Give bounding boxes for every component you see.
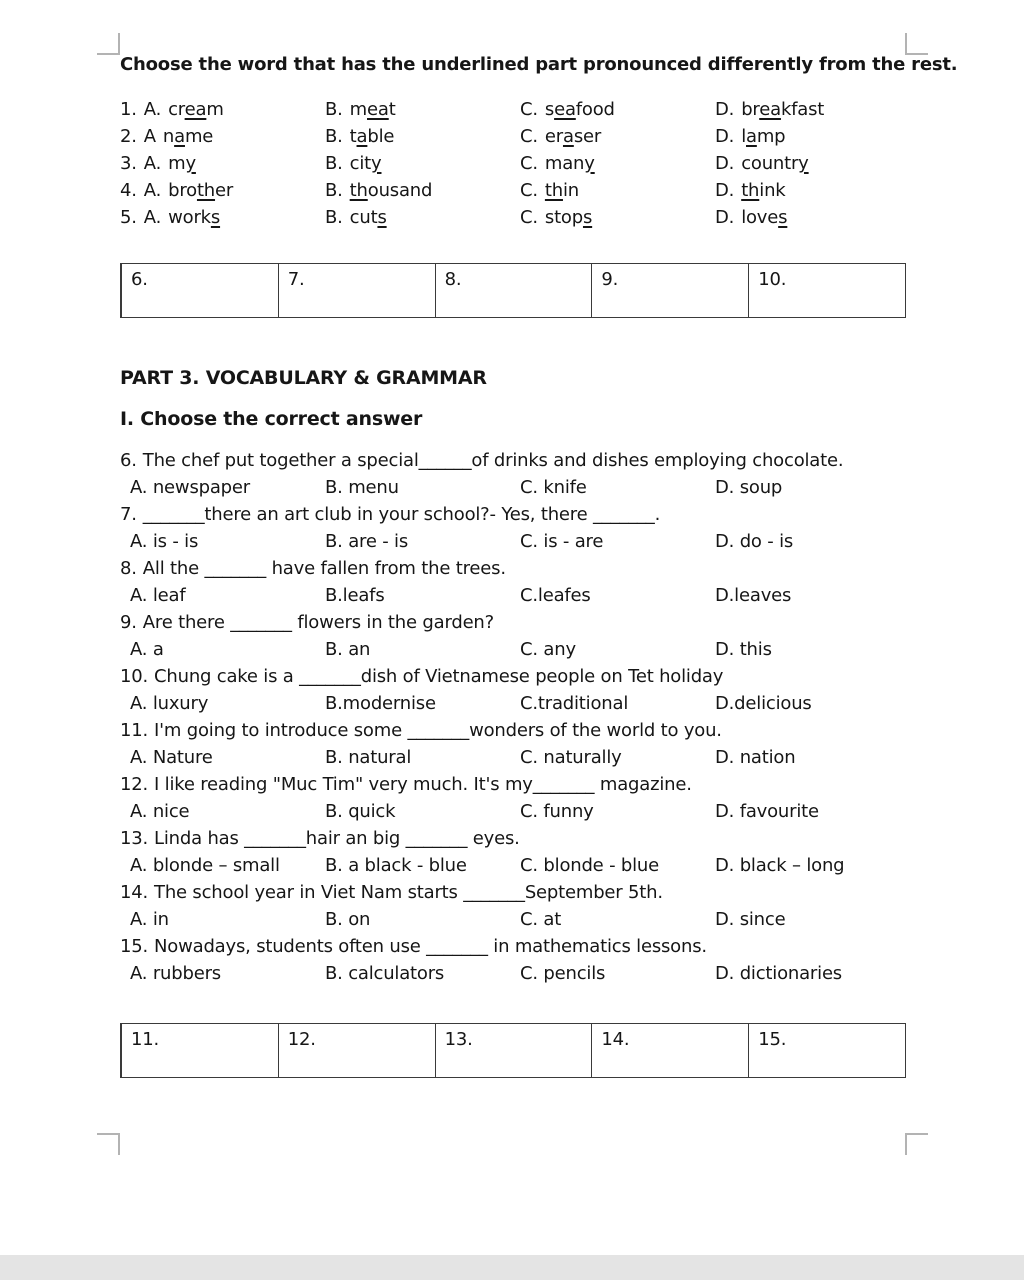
option-label: D.: [715, 126, 735, 147]
option-label: A.: [143, 153, 162, 174]
grammar-option-b: B. a black - blue: [325, 855, 467, 876]
grammar-question-number: 14.: [120, 882, 149, 903]
option-word: breakfast: [741, 99, 825, 120]
grammar-question-number: 9.: [120, 612, 137, 633]
grammar-question-text: Linda has _______hair an big _______ eyes.: [154, 828, 520, 849]
grammar-options-row: [130, 798, 906, 825]
pronunciation-questions: [120, 96, 906, 231]
grammar-options-row: [130, 906, 906, 933]
option-label: C.: [520, 99, 538, 120]
option-word: cuts: [349, 207, 387, 228]
grammar-question-number: 12.: [120, 774, 149, 795]
answer-cell[interactable]: [435, 264, 592, 317]
grammar-option-a: A. rubbers: [130, 963, 221, 984]
grammar-option-a: A. blonde – small: [130, 855, 280, 876]
crop-mark-bottom-right: [905, 1133, 928, 1155]
question-number: 1.: [120, 99, 137, 120]
grammar-question-line: [120, 771, 906, 798]
underlined-part: a: [746, 126, 757, 147]
pron-option-a: [120, 204, 325, 231]
grammar-question-text: Chung cake is a _______dish of Vietnamese people on Tet holiday: [154, 666, 724, 687]
option-label: B.: [325, 99, 343, 120]
grammar-option-a: A. a: [130, 639, 164, 660]
answer-cell-label: 8.: [444, 269, 462, 290]
underlined-part: y: [584, 153, 595, 174]
underlined-part: s: [377, 207, 387, 228]
grammar-option-d: D. do - is: [715, 531, 794, 552]
crop-mark-top-left: [97, 33, 120, 55]
grammar-option-b: B. calculators: [325, 963, 445, 984]
answer-cell[interactable]: [278, 264, 435, 317]
answer-cell[interactable]: [278, 1024, 435, 1077]
option-word: works: [168, 207, 221, 228]
grammar-options-row: [130, 690, 906, 717]
answer-cell-label: 14.: [601, 1029, 630, 1050]
pron-option-b: [325, 96, 520, 123]
answer-cell[interactable]: [591, 1024, 748, 1077]
underlined-part: a: [562, 126, 574, 147]
pronunciation-question-row: [120, 177, 906, 204]
grammar-question-text: I'm going to introduce some _______wonders of the world to you.: [154, 720, 722, 741]
underlined-part: th: [349, 180, 368, 201]
pronunciation-question-row: [120, 123, 906, 150]
grammar-question-line: [120, 447, 906, 474]
pron-option-b: [325, 150, 520, 177]
answers-table-6-10: [120, 263, 906, 318]
option-label: A.: [143, 207, 162, 228]
option-word: my: [168, 153, 196, 174]
grammar-option-c: C. any: [520, 639, 576, 660]
answer-cell[interactable]: [435, 1024, 592, 1077]
pron-option-a: [120, 123, 325, 150]
grammar-question-number: 6.: [120, 450, 137, 471]
option-label: D.: [715, 153, 735, 174]
grammar-option-b: B. an: [325, 639, 371, 660]
option-word: city: [349, 153, 382, 174]
grammar-option-d: D.leaves: [715, 585, 792, 606]
option-label: A.: [143, 99, 162, 120]
grammar-option-c: C. pencils: [520, 963, 606, 984]
option-label: D.: [715, 180, 735, 201]
option-label: B.: [325, 207, 343, 228]
pron-option-d: [715, 150, 906, 177]
underlined-part: th: [544, 180, 563, 201]
option-word: lamp: [741, 126, 786, 147]
option-word: thin: [544, 180, 579, 201]
option-word: brother: [168, 180, 234, 201]
grammar-option-d: D. since: [715, 909, 786, 930]
grammar-option-a: A. leaf: [130, 585, 186, 606]
answer-cell-label: 11.: [131, 1029, 160, 1050]
grammar-question-line: [120, 555, 906, 582]
grammar-option-b: B. quick: [325, 801, 396, 822]
grammar-question-line: [120, 879, 906, 906]
underlined-part: a: [356, 126, 368, 147]
option-word: stops: [544, 207, 593, 228]
grammar-option-a: A. Nature: [130, 747, 213, 768]
underlined-part: ea: [367, 99, 389, 120]
grammar-question-number: 11.: [120, 720, 149, 741]
underlined-part: y: [185, 153, 196, 174]
option-label: B.: [325, 180, 343, 201]
answer-cell-label: 7.: [287, 269, 305, 290]
question-number: 5.: [120, 207, 137, 228]
question-number: 3.: [120, 153, 137, 174]
grammar-option-d: D. dictionaries: [715, 963, 842, 984]
grammar-options-row: [130, 852, 906, 879]
grammar-option-b: B.leafs: [325, 585, 385, 606]
grammar-option-b: B. are - is: [325, 531, 409, 552]
grammar-option-b: B. natural: [325, 747, 412, 768]
pron-option-d: [715, 96, 906, 123]
grammar-option-c: C. at: [520, 909, 562, 930]
grammar-question-number: 8.: [120, 558, 137, 579]
grammar-option-a: A. luxury: [130, 693, 209, 714]
grammar-question-number: 7.: [120, 504, 137, 525]
option-word: seafood: [544, 99, 615, 120]
grammar-question-line: [120, 825, 906, 852]
answer-cell[interactable]: [121, 264, 278, 317]
answer-cell[interactable]: [748, 264, 905, 317]
pronunciation-instruction: Choose the word that has the underlined part pronounced differently from the rest.: [120, 54, 958, 75]
answer-cell[interactable]: [121, 1024, 278, 1077]
grammar-question-text: _______there an art club in your school?- Yes, there _______.: [142, 504, 661, 525]
option-label: C.: [520, 207, 538, 228]
grammar-question-line: [120, 933, 906, 960]
grammar-option-c: C. blonde - blue: [520, 855, 660, 876]
grammar-option-c: C.leafes: [520, 585, 591, 606]
grammar-question-number: 13.: [120, 828, 149, 849]
option-label: A: [143, 126, 156, 147]
grammar-question-line: [120, 717, 906, 744]
grammar-option-c: C. funny: [520, 801, 594, 822]
crop-mark-bottom-left: [97, 1133, 120, 1155]
grammar-option-a: A. nice: [130, 801, 190, 822]
option-label: C.: [520, 153, 538, 174]
answer-cell-label: 15.: [758, 1029, 787, 1050]
answer-cell-label: 6.: [131, 269, 148, 290]
grammar-question-text: The school year in Viet Nam starts _______September 5th.: [154, 882, 663, 903]
grammar-option-c: C. is - are: [520, 531, 604, 552]
answers-table-11-15: [120, 1023, 906, 1078]
pron-option-d: [715, 177, 906, 204]
option-word: think: [741, 180, 786, 201]
pronunciation-question-row: [120, 204, 906, 231]
grammar-options-row: [130, 960, 906, 987]
page-content: [120, 50, 958, 1078]
pron-option-c: [520, 177, 715, 204]
grammar-option-c: C. naturally: [520, 747, 622, 768]
underlined-part: y: [371, 153, 382, 174]
option-word: eraser: [544, 126, 602, 147]
grammar-options-row: [130, 474, 906, 501]
underlined-part: th: [741, 180, 760, 201]
pron-option-c: [520, 150, 715, 177]
grammar-options-row: [130, 582, 906, 609]
grammar-option-b: B. menu: [325, 477, 399, 498]
grammar-option-a: A. in: [130, 909, 169, 930]
grammar-question-number: 15.: [120, 936, 149, 957]
grammar-question-text: Are there _______ flowers in the garden?: [142, 612, 494, 633]
answer-cell-label: 9.: [601, 269, 619, 290]
option-word: meat: [349, 99, 396, 120]
grammar-option-d: D. this: [715, 639, 772, 660]
option-word: cream: [168, 99, 224, 120]
question-number: 2.: [120, 126, 137, 147]
question-number: 4.: [120, 180, 137, 201]
underlined-part: s: [778, 207, 788, 228]
pron-option-c: [520, 96, 715, 123]
grammar-option-d: D.delicious: [715, 693, 812, 714]
grammar-question-text: The chef put together a special______of drinks and dishes employing chocolate.: [142, 450, 844, 471]
underlined-part: s: [582, 207, 593, 228]
pron-option-a: [120, 177, 325, 204]
grammar-option-d: D. nation: [715, 747, 796, 768]
grammar-question-text: I like reading "Muc Tim" very much. It's my_______ magazine.: [154, 774, 692, 795]
option-word: name: [162, 126, 214, 147]
answer-cell-label: 10.: [758, 269, 787, 290]
grammar-option-d: D. soup: [715, 477, 783, 498]
option-label: A.: [143, 180, 162, 201]
grammar-option-c: C.traditional: [520, 693, 629, 714]
pron-option-b: [325, 204, 520, 231]
pronunciation-question-row: [120, 96, 906, 123]
grammar-question-number: 10.: [120, 666, 149, 687]
grammar-questions: [120, 447, 906, 987]
option-label: C.: [520, 126, 538, 147]
underlined-part: a: [174, 126, 185, 147]
answer-cell[interactable]: [748, 1024, 905, 1077]
pron-option-c: [520, 204, 715, 231]
part3-heading: PART 3. VOCABULARY & GRAMMAR: [120, 367, 487, 389]
pronunciation-question-row: [120, 150, 906, 177]
grammar-question-text: Nowadays, students often use _______ in mathematics lessons.: [154, 936, 707, 957]
option-label: C.: [520, 180, 538, 201]
grammar-question-text: All the _______ have fallen from the trees.: [142, 558, 506, 579]
answer-cell-label: 13.: [444, 1029, 473, 1050]
pron-option-b: [325, 177, 520, 204]
pron-option-d: [715, 123, 906, 150]
grammar-option-d: D. favourite: [715, 801, 819, 822]
option-word: loves: [741, 207, 788, 228]
underlined-part: s: [210, 207, 221, 228]
grammar-options-row: [130, 636, 906, 663]
underlined-part: ea: [759, 99, 781, 120]
answer-cell[interactable]: [591, 264, 748, 317]
option-label: D.: [715, 207, 735, 228]
grammar-option-d: D. black – long: [715, 855, 845, 876]
underlined-part: ea: [554, 99, 576, 120]
option-word: thousand: [349, 180, 433, 201]
grammar-question-line: [120, 501, 906, 528]
pron-option-d: [715, 204, 906, 231]
pron-option-c: [520, 123, 715, 150]
grammar-option-a: A. is - is: [130, 531, 199, 552]
pron-option-a: [120, 150, 325, 177]
grammar-question-line: [120, 609, 906, 636]
grammar-option-b: B. on: [325, 909, 371, 930]
option-label: B.: [325, 126, 343, 147]
answer-cell-label: 12.: [287, 1029, 316, 1050]
grammar-options-row: [130, 744, 906, 771]
option-word: many: [544, 153, 595, 174]
option-word: country: [741, 153, 809, 174]
underlined-part: ea: [184, 99, 207, 120]
pron-option-a: [120, 96, 325, 123]
page-bottom-edge: [0, 1255, 1024, 1280]
option-label: D.: [715, 99, 735, 120]
underlined-part: y: [798, 153, 809, 174]
grammar-options-row: [130, 528, 906, 555]
option-word: table: [349, 126, 395, 147]
option-label: B.: [325, 153, 343, 174]
grammar-option-c: C. knife: [520, 477, 587, 498]
choose-correct-answer-heading: I. Choose the correct answer: [120, 408, 423, 430]
grammar-option-b: B.modernise: [325, 693, 436, 714]
underlined-part: th: [196, 180, 216, 201]
grammar-question-line: [120, 663, 906, 690]
grammar-option-a: A. newspaper: [130, 477, 250, 498]
pron-option-b: [325, 123, 520, 150]
